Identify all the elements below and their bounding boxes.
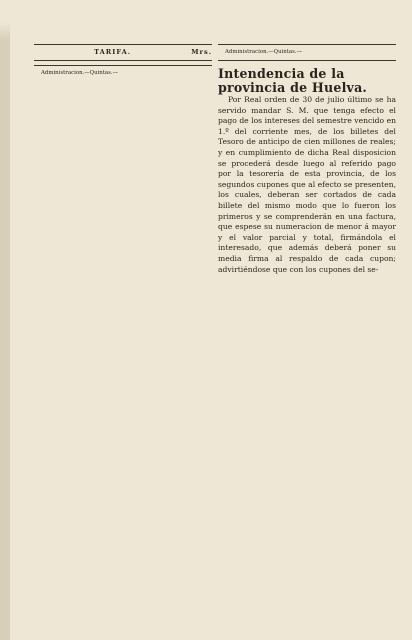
section-heading: Administracion.—Quintas.— (41, 70, 119, 77)
section-heading: Administracion.—Quintas.— (225, 49, 303, 55)
notice-title: Intendencia de la provincia de Huelva. (218, 66, 368, 96)
notice-paragraph: Por Real orden de 30 de julio último se ha servido mandar S. M. que tenga efecto el pago de los intereses del semestre vencido en 1.º del corriente mes, de los billetes del Tesoro de anticipo de cien millones de reales; y en cumplimiento de dicha Real disposicion se procederá desde luego al referido pago por la tesorería de esta provincia, de los segundos cupones que al efecto se presenten, los cuales, deberan ser cortados de cada billete del mismo modo que lo fueron los primeros y se comprenderán en una factura, que espese su numeracion de menor á mayor y el valor parcial y total, firmándola el interesado, que además deberá poner su media firma al respaldo de cada cupon; advirtiéndose que con los cupones del se- (218, 95, 396, 274)
rule (218, 44, 396, 45)
rule (34, 65, 212, 66)
library-watermark (4, 180, 32, 400)
tarifa-title: TARIFA. (94, 48, 132, 56)
notice-body (218, 95, 396, 275)
rule (34, 60, 212, 61)
rule (218, 60, 396, 61)
tarifa-unit: Mrs. (191, 48, 212, 56)
cropped-top-edge (0, 0, 412, 40)
rule (34, 44, 212, 45)
left-column (34, 40, 212, 79)
tarifa-header (34, 49, 212, 56)
right-column (218, 40, 396, 277)
